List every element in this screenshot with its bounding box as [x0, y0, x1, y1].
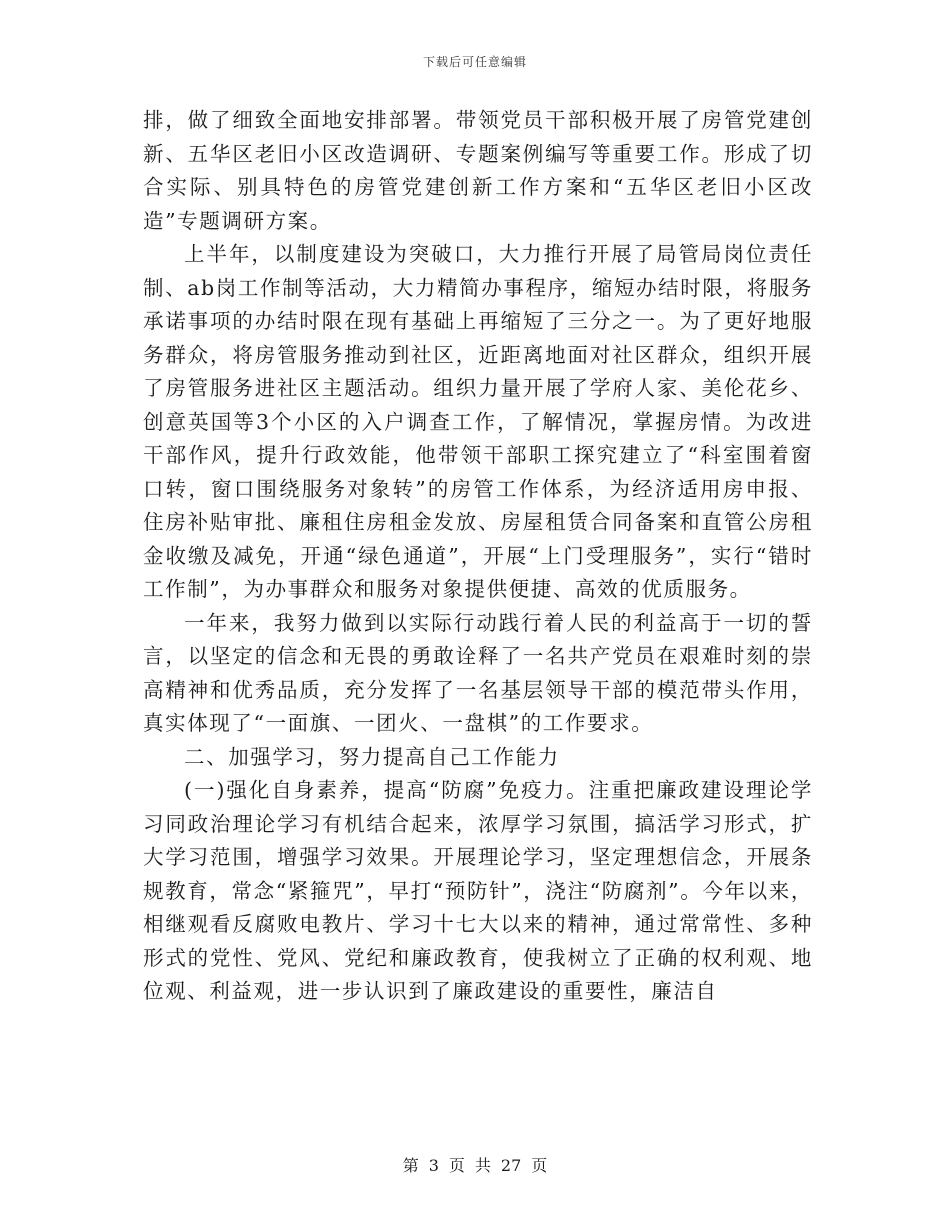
page-footer — [0, 1153, 950, 1176]
total-prefix: 共 — [474, 1156, 491, 1175]
page-mid: 页 — [448, 1156, 465, 1175]
paragraph-4: (一)强化自身素养，提高“防腐”免疫力。注重把廉政建设理论学习同政治理论学习有机结合起来，浓厚学习氛围，搞活学习形式，扩大学习范围，增强学习效果。开展理论学习，坚定理想信念，开展条规教育，常念“紧箍咒”，早打“预防针”，浇注“防腐剂”。今年以来，相继观看反腐败电教片、学习十七大以来的精神，通过常常性、多种形式的党性、党风、党纪和廉政教育，使我树立了正确的权利观、地位观、利益观，进一步认识到了廉政建设的重要性，廉洁自 — [143, 778, 813, 1003]
document-body — [143, 104, 813, 1009]
section-heading: 二、加强学习，努力提高自己工作能力 — [184, 744, 560, 769]
total-suffix: 页 — [531, 1156, 548, 1175]
page-number: 3 — [428, 1156, 439, 1175]
paragraph-1: 排，做了细致全面地安排部署。带领党员干部积极开展了房管党建创新、五华区老旧小区改造调研、专题案例编写等重要工作。形成了切合实际、别具特色的房管党建创新工作方案和“五华区老旧小区改造”专题调研方案。 — [143, 108, 813, 233]
total-pages: 27 — [500, 1156, 522, 1175]
paragraph-2: 上半年，以制度建设为突破口，大力推行开展了局管局岗位责任制、ab岗工作制等活动，大力精简办事程序，缩短办结时限，将服务承诺事项的办结时限在现有基础上再缩短了三分之一。为了更好地服务群众，将房管服务推动到社区，近距离地面对社区群众，组织开展了房管服务进社区主题活动。组织力量开展了学府人家、美伦花乡、创意英国等3个小区的入户调查工作，了解情况，掌握房情。为改进干部作风，提升行政效能，他带领干部职工探究建立了“科室围着窗口转，窗口围绕服务对象转”的房管工作体系，为经济适用房申报、住房补贴审批、廉租住房租金发放、房屋租赁合同备案和直管公房租金收缴及减免，开通“绿色通道”，开展“上门受理服务”，实行“错时工作制”，为办事群众和服务对象提供便捷、高效的优质服务。 — [143, 242, 813, 601]
page-prefix: 第 — [402, 1156, 419, 1175]
page-header: 下载后可任意编辑 — [422, 55, 527, 69]
paragraph-3: 一年来，我努力做到以实际行动践行着人民的利益高于一切的誓言，以坚定的信念和无畏的勇敢诠释了一名共产党员在艰难时刻的崇高精神和优秀品质，充分发挥了一名基层领导干部的模范带头作用，真实体现了“一面旗、一团火、一盘棋”的工作要求。 — [143, 610, 813, 735]
